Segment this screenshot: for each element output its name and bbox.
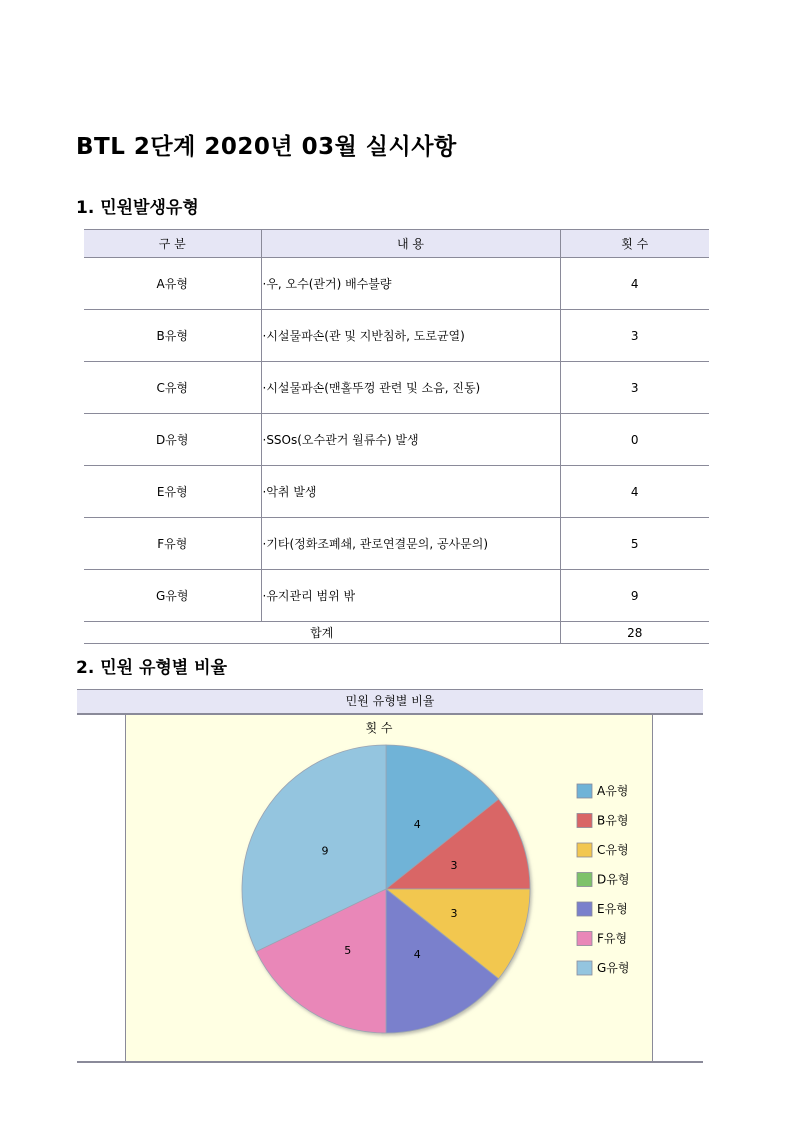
- header-content: 내 용: [261, 230, 560, 258]
- pie-slices: [242, 745, 530, 1033]
- row-content: ·시설물파손(관 및 지반침하, 도로균열): [261, 310, 560, 362]
- document-title: BTL 2단계 2020년 03월 실시사항: [76, 134, 457, 160]
- row-count: 9: [560, 570, 709, 622]
- total-value: 28: [560, 622, 709, 644]
- table-total-row: [84, 622, 709, 644]
- row-count: 3: [560, 310, 709, 362]
- legend-label: B유형: [597, 813, 629, 828]
- header-category: 구 분: [84, 230, 261, 258]
- row-content: ·악취 발생: [261, 466, 560, 518]
- row-type: G유형: [84, 570, 261, 622]
- section-heading-complaint-ratio: 2. 민원 유형별 비율: [76, 658, 227, 678]
- row-count: 5: [560, 518, 709, 570]
- legend-swatch: [577, 902, 592, 916]
- legend-label: C유형: [597, 843, 629, 857]
- row-type: A유형: [84, 258, 261, 310]
- row-content: ·기타(정화조폐쇄, 관로연결문의, 공사문의): [261, 518, 560, 570]
- table-row: [84, 258, 709, 310]
- row-type: D유형: [84, 414, 261, 466]
- legend-label: F유형: [597, 931, 628, 946]
- row-type: E유형: [84, 466, 261, 518]
- pie-data-label: 9: [321, 844, 329, 858]
- pie-data-label: 4: [413, 818, 421, 832]
- row-content: ·우, 오수(관거) 배수불량: [261, 258, 560, 310]
- section-heading-complaint-types: 1. 민원발생유형: [76, 198, 199, 218]
- row-type: F유형: [84, 518, 261, 570]
- row-count: 0: [560, 414, 709, 466]
- legend-swatch: [577, 784, 592, 798]
- legend-swatch: [577, 814, 592, 828]
- row-count: 4: [560, 466, 709, 518]
- legend-label: A유형: [597, 784, 629, 798]
- chart-legend: [577, 783, 629, 975]
- pie-data-label: 3: [450, 859, 458, 873]
- pie-data-label: 3: [450, 906, 458, 920]
- chart-frame: [77, 689, 703, 1063]
- table-row: [84, 466, 709, 518]
- pie-data-label: 5: [344, 943, 352, 957]
- legend-swatch: [577, 932, 592, 946]
- legend-label: G유형: [597, 961, 630, 975]
- row-count: 3: [560, 362, 709, 414]
- table-row: [84, 414, 709, 466]
- pie-data-label: 4: [413, 947, 421, 961]
- legend-swatch: [577, 843, 592, 857]
- chart-title: 횟 수: [365, 721, 393, 735]
- table-row: [84, 570, 709, 622]
- header-count: 횟 수: [560, 230, 709, 258]
- table-row: [84, 518, 709, 570]
- pie-chart: [77, 689, 703, 1063]
- complaint-types-table: [84, 229, 709, 644]
- row-content: ·유지관리 범위 밖: [261, 570, 560, 622]
- legend-label: D유형: [597, 872, 630, 887]
- row-type: C유형: [84, 362, 261, 414]
- table-row: [84, 310, 709, 362]
- total-label: 합계: [84, 622, 560, 644]
- row-content: ·시설물파손(맨홀뚜껑 관련 및 소음, 진동): [261, 362, 560, 414]
- legend-swatch: [577, 873, 592, 887]
- row-count: 4: [560, 258, 709, 310]
- row-content: ·SSOs(오수관거 월류수) 발생: [261, 414, 560, 466]
- legend-label: E유형: [597, 902, 628, 916]
- chart-header: 민원 유형별 비율: [77, 689, 703, 715]
- row-type: B유형: [84, 310, 261, 362]
- legend-swatch: [577, 961, 592, 975]
- table-row: [84, 362, 709, 414]
- table-header-row: [84, 230, 709, 258]
